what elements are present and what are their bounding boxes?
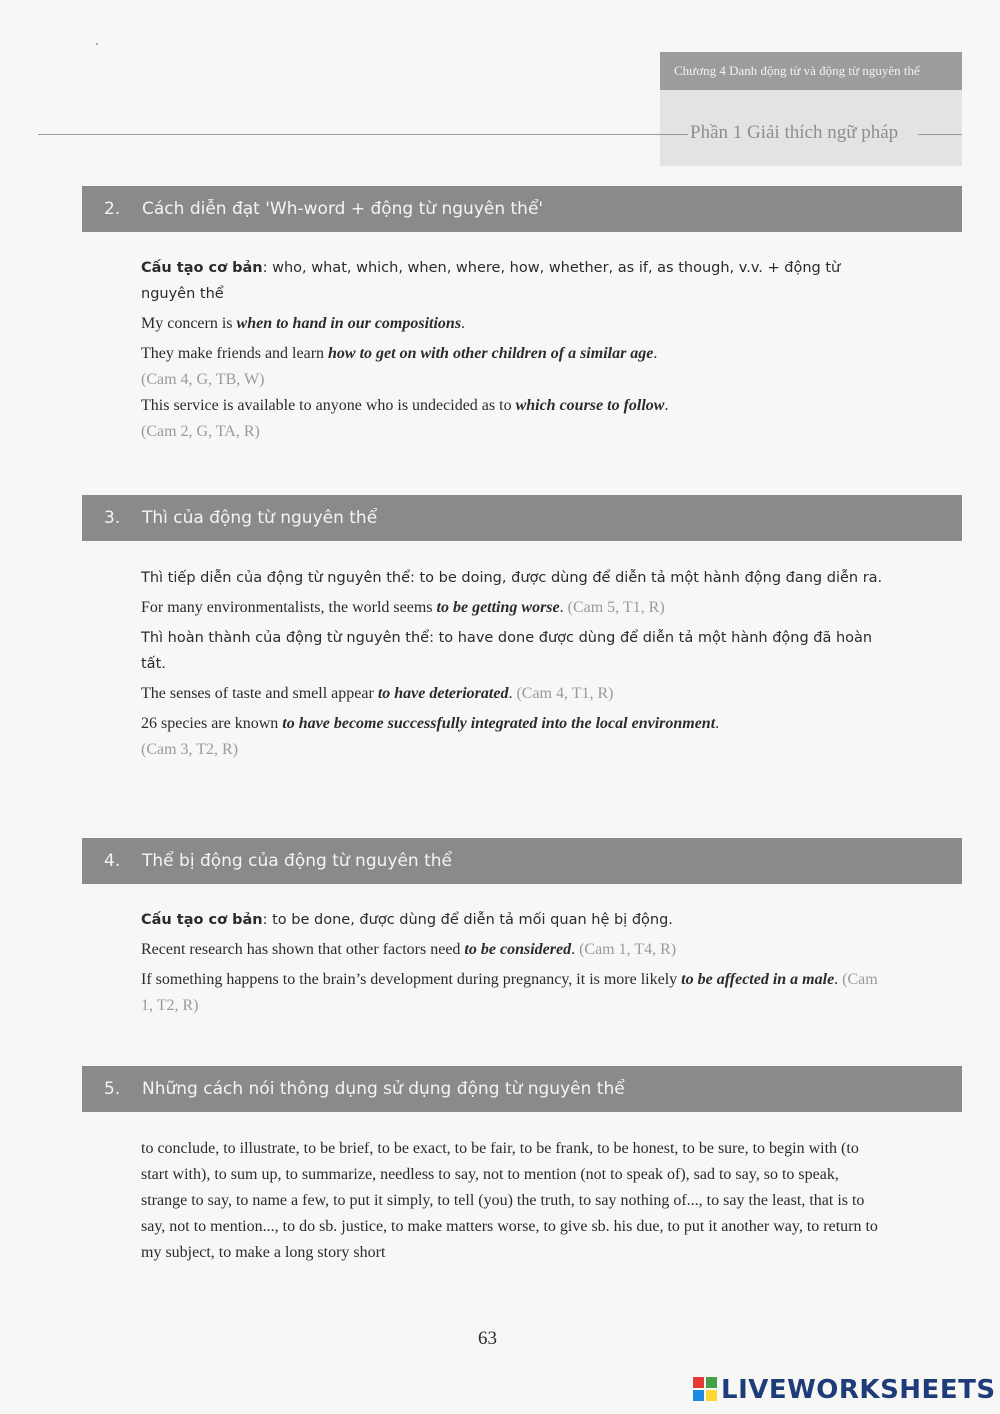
example: They make friends and learn how to get on with other children of a similar age. (Cam 4, G, TB, W)	[141, 345, 658, 388]
source-reference: (Cam 5, T1, R)	[567, 599, 665, 616]
part-title: Phần 1 Giải thích ngữ pháp	[690, 122, 899, 143]
source-reference: (Cam 2, G, TA, R)	[141, 423, 260, 440]
definition: Thì hoàn thành của động từ nguyên thể: to have done được dùng để diễn tả một hành động đã hoàn tất.	[141, 630, 873, 672]
example: This service is available to anyone who is undecided as to which course to follow. (Cam 2, G, TA, R)	[141, 397, 669, 440]
example: The senses of taste and smell appear to have deteriorated. (Cam 4, T1, R)	[141, 685, 614, 702]
section-number: 3.	[104, 508, 121, 528]
example: For many environmentalists, the world seems to be getting worse. (Cam 5, T1, R)	[141, 599, 665, 616]
section-3-body	[141, 565, 886, 763]
expression-list: to conclude, to illustrate, to be brief, to be exact, to be fair, to be frank, to be honest, to be sure, to begin with (to start with), to sum up, to summarize, needless to say, not to mention (not to speak of), sad to say, so to speak, strange to say, to name a few, to put it simply, to tell (you) the truth, to say nothing of..., to say the least, that is to say, not to mention..., to do sb. justice, to make matters worse, to give sb. his due, to put it another way, to return to my subject, to make a long story short	[141, 1140, 878, 1261]
source-reference: (Cam 4, T1, R)	[516, 685, 614, 702]
source-reference: (Cam 4, G, TB, W)	[141, 371, 265, 388]
section-title: Cách diễn đạt 'Wh-word + động từ nguyên thể'	[142, 199, 544, 219]
section-5-body	[141, 1136, 886, 1266]
section-title: Thì của động từ nguyên thể	[142, 508, 378, 528]
section-number: 4.	[104, 851, 121, 871]
section-title: Thể bị động của động từ nguyên thể	[142, 851, 452, 871]
example: Recent research has shown that other factors need to be considered. (Cam 1, T4, R)	[141, 941, 677, 958]
section-4-body	[141, 907, 886, 1019]
header-rule	[38, 134, 688, 135]
structure-label: Cấu tạo cơ bản	[141, 260, 263, 276]
source-reference: (Cam 3, T2, R)	[141, 741, 239, 758]
liveworksheets-icon	[693, 1377, 717, 1401]
page-number: 63	[478, 1328, 497, 1349]
structure-line: Cấu tạo cơ bản: who, what, which, when, where, how, whether, as if, as though, v.v. + động từ nguyên thể	[141, 260, 841, 302]
section-title: Những cách nói thông dụng sử dụng động từ nguyên thể	[142, 1079, 625, 1099]
structure-line: Cấu tạo cơ bản: to be done, được dùng để diễn tả mối quan hệ bị động.	[141, 912, 673, 928]
example: If something happens to the brain’s development during pregnancy, it is more likely to be affected in a male. (Cam 1, T2, R)	[141, 971, 878, 1014]
section-3-header	[82, 495, 962, 541]
source-reference: (Cam 1, T4, R)	[579, 941, 677, 958]
section-2-body	[141, 255, 886, 445]
liveworksheets-logo	[693, 1375, 996, 1405]
section-number: 5.	[104, 1079, 121, 1099]
header-rule-right	[918, 134, 962, 135]
section-2-header	[82, 186, 962, 232]
example: 26 species are known to have become successfully integrated into the local environment. (Cam 3, T2, R)	[141, 715, 720, 758]
watermark-text: LIVEWORKSHEETS	[721, 1375, 996, 1405]
section-5-header	[82, 1066, 962, 1112]
section-4-header	[82, 838, 962, 884]
example: My concern is when to hand in our compositions.	[141, 315, 466, 332]
definition: Thì tiếp diễn của động từ nguyên thể: to be doing, được dùng để diễn tả một hành động đang diễn ra.	[141, 570, 883, 586]
source-reference: (Cam 1, T2, R)	[141, 971, 878, 1014]
section-number: 2.	[104, 199, 121, 219]
structure-label: Cấu tạo cơ bản	[141, 912, 263, 928]
speck	[96, 43, 98, 45]
chapter-header: Chương 4 Danh động từ và động từ nguyên thể	[660, 52, 962, 90]
